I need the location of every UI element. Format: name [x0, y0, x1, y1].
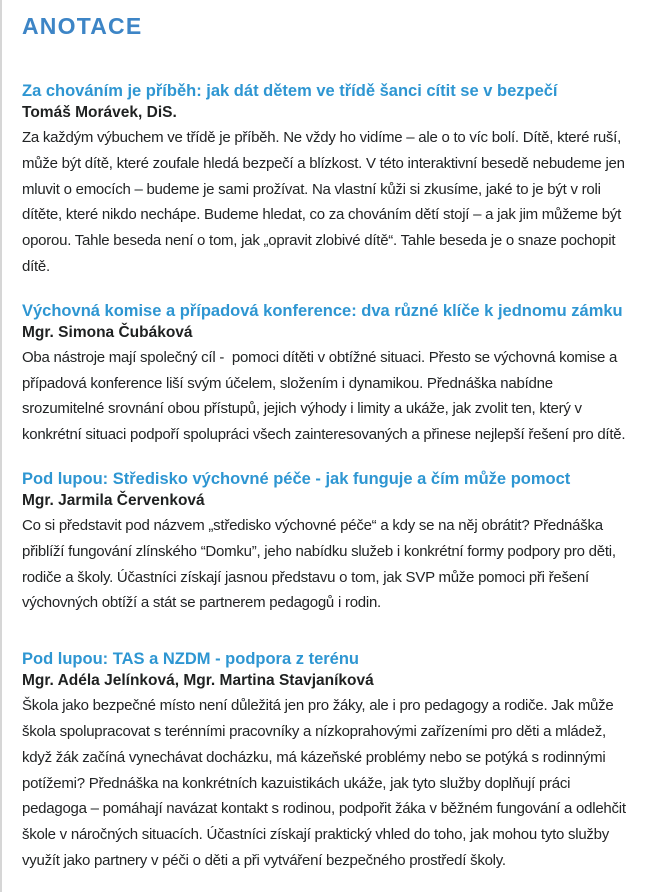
section-3-speaker: Mgr. Jarmila Červenková [22, 491, 205, 509]
annotation-section-4 [22, 648, 638, 874]
page-title: ANOTACE [22, 13, 143, 39]
section-2-title: Výchovná komise a případová konference: dva různé klíče k jednomu zámku [22, 301, 623, 320]
section-1-paragraph: Za každým výbuchem ve třídě je příběh. Ne vždy ho vidíme – ale o to víc bolí. Dítě, které ruší, může být dítě, které zoufale hledá bezpečí a blízkost. V této interaktivní besedě nebudeme jen mluvit o emocích – budeme je sami prožívat. Na vlastní kůži si zkusíme, jaké to je být v roli dítěte, které nikdo nechápe. Budeme hledat, co za chováním dětí stojí – a jak jim můžeme být oporou. Tahle beseda není o tom, jak „opravit zlobivé dítě“. Tahle beseda je o snaze pochopit dítě. [22, 129, 629, 275]
section-4-title: Pod lupou: TAS a NZDM - podpora z terénu [22, 650, 360, 669]
page-left-edge-line [0, 0, 2, 892]
section-3-title: Pod lupou: Středisko výchovné péče - jak funguje a čím může pomoct [22, 469, 571, 488]
section-1-title: Za chováním je příběh: jak dát dětem ve třídě šanci cítit se v bezpečí [22, 82, 558, 100]
section-2-paragraph: Oba nástroje mají společný cíl - pomoci dítěti v obtížné situaci. Přesto se výchovná komise a případová konference liší svým účelem, složením i dynamikou. Přednáška nabídne srozumitelné srovnání obou přístupů, jejich výhody i limity a ukáže, jak zvolit ten, který v konkrétní situaci podpoří spolupráci všech zainteresovaných a přinese nejlepší řešení pro dítě. [22, 348, 626, 444]
section-3-paragraph: Co si představit pod názvem „středisko výchovné péče“ a kdy se na něj obrátit? Přednáška přiblíží fungování zlínského “Domku”, jeho nabídku služeb i konkrétní formy podpory pro děti, rodiče a školy. Účastníci získají jasnou představu o tom, jak SVP může pomoci při řešení výchovných obtíží a stát se partnerem pedagogů i rodin. [22, 516, 620, 612]
section-1-speaker: Tomáš Morávek, DiS. [22, 104, 177, 121]
section-4-paragraph: Škola jako bezpečné místo není důležitá jen pro žáky, ale i pro pedagogy a rodiče. Jak může škola spolupracovat s terénními pracovníky a nízkoprahovými zařízeními pro děti a mládež, když žák začíná vynechávat docházku, má kázeňské problémy nebo se potýká s rodinnými potížemi? Přednáška na konkrétních kazuistikách ukáže, jak tyto služby doplňují práci pedagoga – pomáhají navázat kontakt s rodinou, podpořit žáka v běžném fungování a odlehčit škole v náročných situacích. Účastníci získají praktický vhled do toho, jak mohou tyto služby využít jako partnery v péči o děti a při vytváření bezpečného prostředí školy. [22, 697, 630, 869]
annotation-section-2 [22, 300, 638, 448]
annotation-section-3 [22, 468, 638, 616]
section-4-speaker: Mgr. Adéla Jelínková, Mgr. Martina Stavjaníková [22, 672, 374, 690]
section-2-speaker: Mgr. Simona Čubáková [22, 323, 193, 341]
annotation-section-1 [22, 80, 638, 280]
